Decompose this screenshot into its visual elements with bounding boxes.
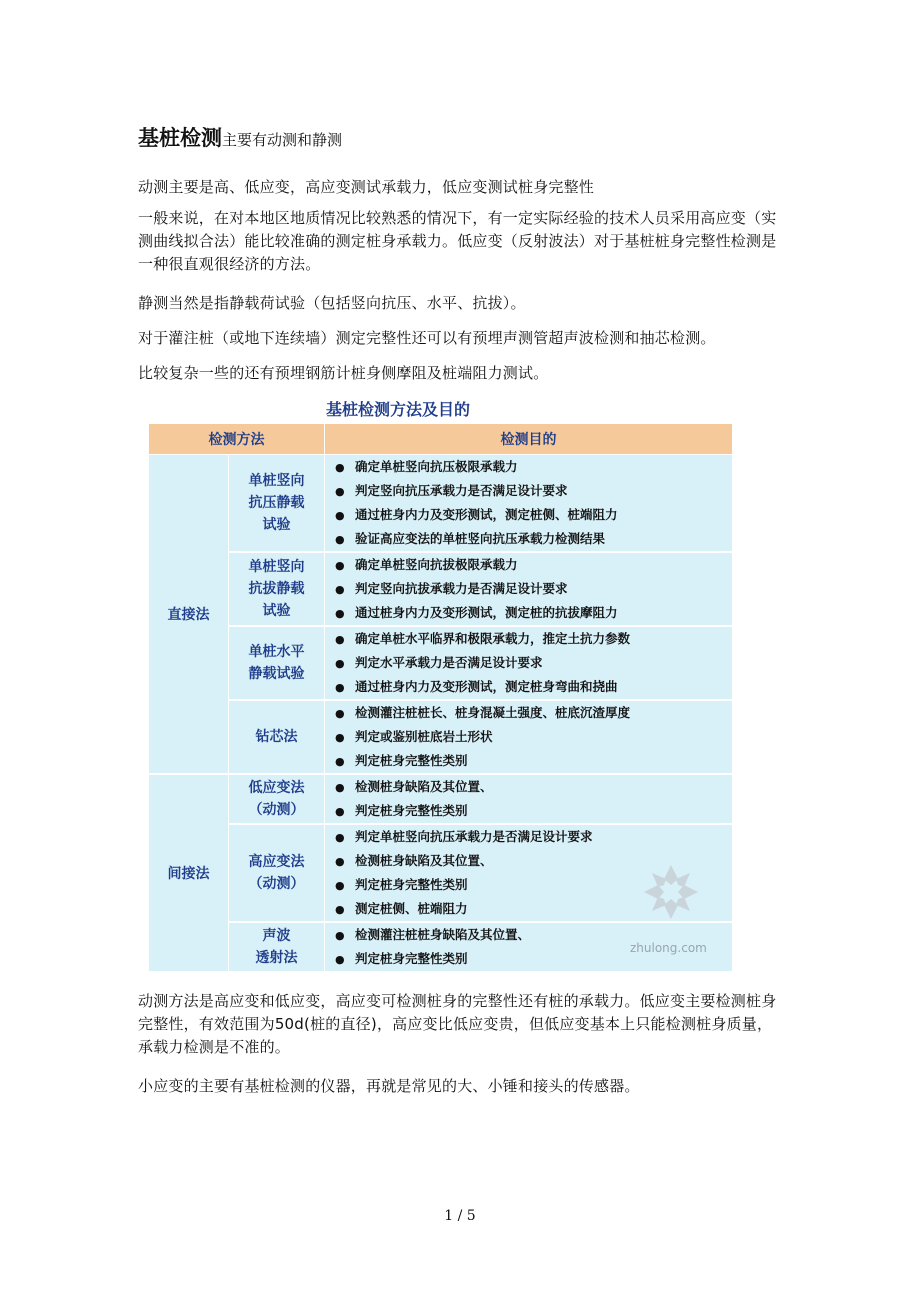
paragraph-5: 比较复杂一些的还有预埋钢筋计桩身侧摩阻及桩端阻力测试。 — [138, 364, 549, 382]
paragraph-7: 小应变的主要有基桩检测的仪器，再就是常见的大、小锤和接头的传感器。 — [138, 1077, 640, 1095]
method-name-line: （动测） — [248, 802, 305, 818]
table-row — [149, 774, 733, 824]
method-name-line: 单桩竖向 — [248, 473, 305, 489]
list-item: ● 检测桩身缺陷及其位置、 — [335, 849, 732, 873]
text-run: ) — [370, 1015, 377, 1033]
method-name-line: 试验 — [262, 517, 291, 533]
method-name-line: 单桩水平 — [248, 644, 305, 660]
method-compression-static — [229, 455, 325, 553]
method-name-line: 低应变法 — [248, 780, 305, 796]
list-item: ● 判定桩身完整性类别 — [335, 873, 732, 897]
table-row — [149, 552, 733, 626]
list-item: ● 判定单桩竖向抗压承载力是否满足设计要求 — [335, 825, 732, 849]
method-name-line: 钻芯法 — [255, 729, 298, 745]
purpose-list — [325, 700, 733, 774]
method-name-line: 高应变法 — [248, 854, 305, 870]
list-item: ● 检测灌注桩桩长、桩身混凝土强度、桩底沉渣厚度 — [335, 701, 732, 725]
method-uplift-static — [229, 552, 325, 626]
title-rest: 主要有动测和静测 — [222, 131, 343, 149]
header-method: 检测方法 — [149, 424, 325, 455]
paragraph-6 — [138, 990, 786, 1059]
method-name-line: 透射法 — [255, 950, 298, 966]
list-item: ● 判定竖向抗拔承载力是否满足设计要求 — [335, 577, 732, 601]
paragraph-3: 静测当然是指静载荷试验（包括竖向抗压、水平、抗拔）。 — [138, 294, 526, 312]
list-item: ● 判定或鉴别桩底岩土形状 — [335, 725, 732, 749]
purpose-list — [325, 774, 733, 824]
list-item: ● 判定水平承载力是否满足设计要求 — [335, 651, 732, 675]
list-item: ● 判定桩身完整性类别 — [335, 749, 732, 773]
method-name-line: 单桩竖向 — [248, 559, 305, 575]
method-name-line: 抗拔静载 — [248, 581, 305, 597]
method-name-line: （动测） — [248, 876, 305, 892]
list-item: ● 通过桩身内力及变形测试，测定桩身弯曲和挠曲 — [335, 675, 732, 699]
list-item: ● 通过桩身内力及变形测试，测定桩的抗拔摩阻力 — [335, 601, 732, 625]
method-horizontal-static — [229, 626, 325, 700]
paragraph-1: 动测主要是高、低应变，高应变测试承载力，低应变测试桩身完整性 — [138, 178, 595, 196]
text-run: 50d( — [274, 1015, 311, 1033]
list-item: ● 检测灌注桩桩身缺陷及其位置、 — [335, 923, 732, 947]
page-number: 1 / 5 — [444, 1208, 476, 1224]
list-item: ● 检测桩身缺陷及其位置、 — [335, 775, 732, 799]
header-purpose: 检测目的 — [325, 424, 733, 455]
method-low-strain — [229, 774, 325, 824]
purpose-list — [325, 552, 733, 626]
category-indirect: 间接法 — [149, 774, 229, 972]
zhulong-logo-icon — [640, 861, 702, 923]
list-item: ● 判定竖向抗压承载力是否满足设计要求 — [335, 479, 732, 503]
list-item: ● 确定单桩竖向抗压极限承载力 — [335, 455, 732, 479]
paragraph-2: 一般来说，在对本地区地质情况比较熟悉的情况下，有一定实际经验的技术人员采用高应变（实测曲线拟合法）能比较准确的测定桩身承载力。低应变（反射波法）对于基桩桩身完整性检测是一种很直观很经济的方法。 — [138, 209, 777, 273]
method-name-line: 声波 — [262, 928, 291, 944]
list-item: ● 验证高应变法的单桩竖向抗压承载力检测结果 — [335, 527, 732, 551]
category-direct: 直接法 — [149, 455, 229, 775]
table-header-row — [149, 424, 733, 455]
table-row — [149, 455, 733, 553]
text-run: ，高应变比低应变贵，但低应变基本上只能检测桩身质量，承载力检测是不准的。 — [138, 1015, 773, 1056]
paragraph-4: 对于灌注桩（或地下连续墙）测定完整性还可以有预埋声测管超声波检测和抽芯检测。 — [138, 329, 716, 347]
list-item: ● 通过桩身内力及变形测试，测定桩侧、桩端阻力 — [335, 503, 732, 527]
figure-title: 基桩检测方法及目的 — [298, 397, 498, 417]
list-item: ● 测定桩侧、桩端阻力 — [335, 897, 732, 921]
title-main: 基桩检测 — [138, 126, 222, 150]
method-name-line: 试验 — [262, 603, 291, 619]
page-title — [138, 122, 342, 152]
purpose-list — [325, 626, 733, 700]
method-sonic-transmission — [229, 922, 325, 972]
pile-test-figure — [148, 395, 732, 966]
method-name-line: 静载试验 — [248, 666, 305, 682]
list-item: ● 确定单桩竖向抗拔极限承载力 — [335, 553, 732, 577]
table-row — [149, 700, 733, 774]
list-item: ● 判定桩身完整性类别 — [335, 947, 732, 971]
method-core-drilling — [229, 700, 325, 774]
watermark-text: zhulong.com — [630, 941, 707, 955]
text-run: 桩的直径 — [310, 1015, 371, 1033]
table-row — [149, 626, 733, 700]
purpose-list — [325, 455, 733, 553]
text-run: 动测方法是高应变和低应变，高应变可检测桩身的完整性还有桩的承载力。低应变主要检测桩身完整性，有效范围为 — [138, 992, 777, 1033]
list-item: ● 确定单桩水平临界和极限承载力，推定土抗力参数 — [335, 627, 732, 651]
method-high-strain — [229, 824, 325, 922]
list-item: ● 判定桩身完整性类别 — [335, 799, 732, 823]
method-name-line: 抗压静载 — [248, 495, 305, 511]
